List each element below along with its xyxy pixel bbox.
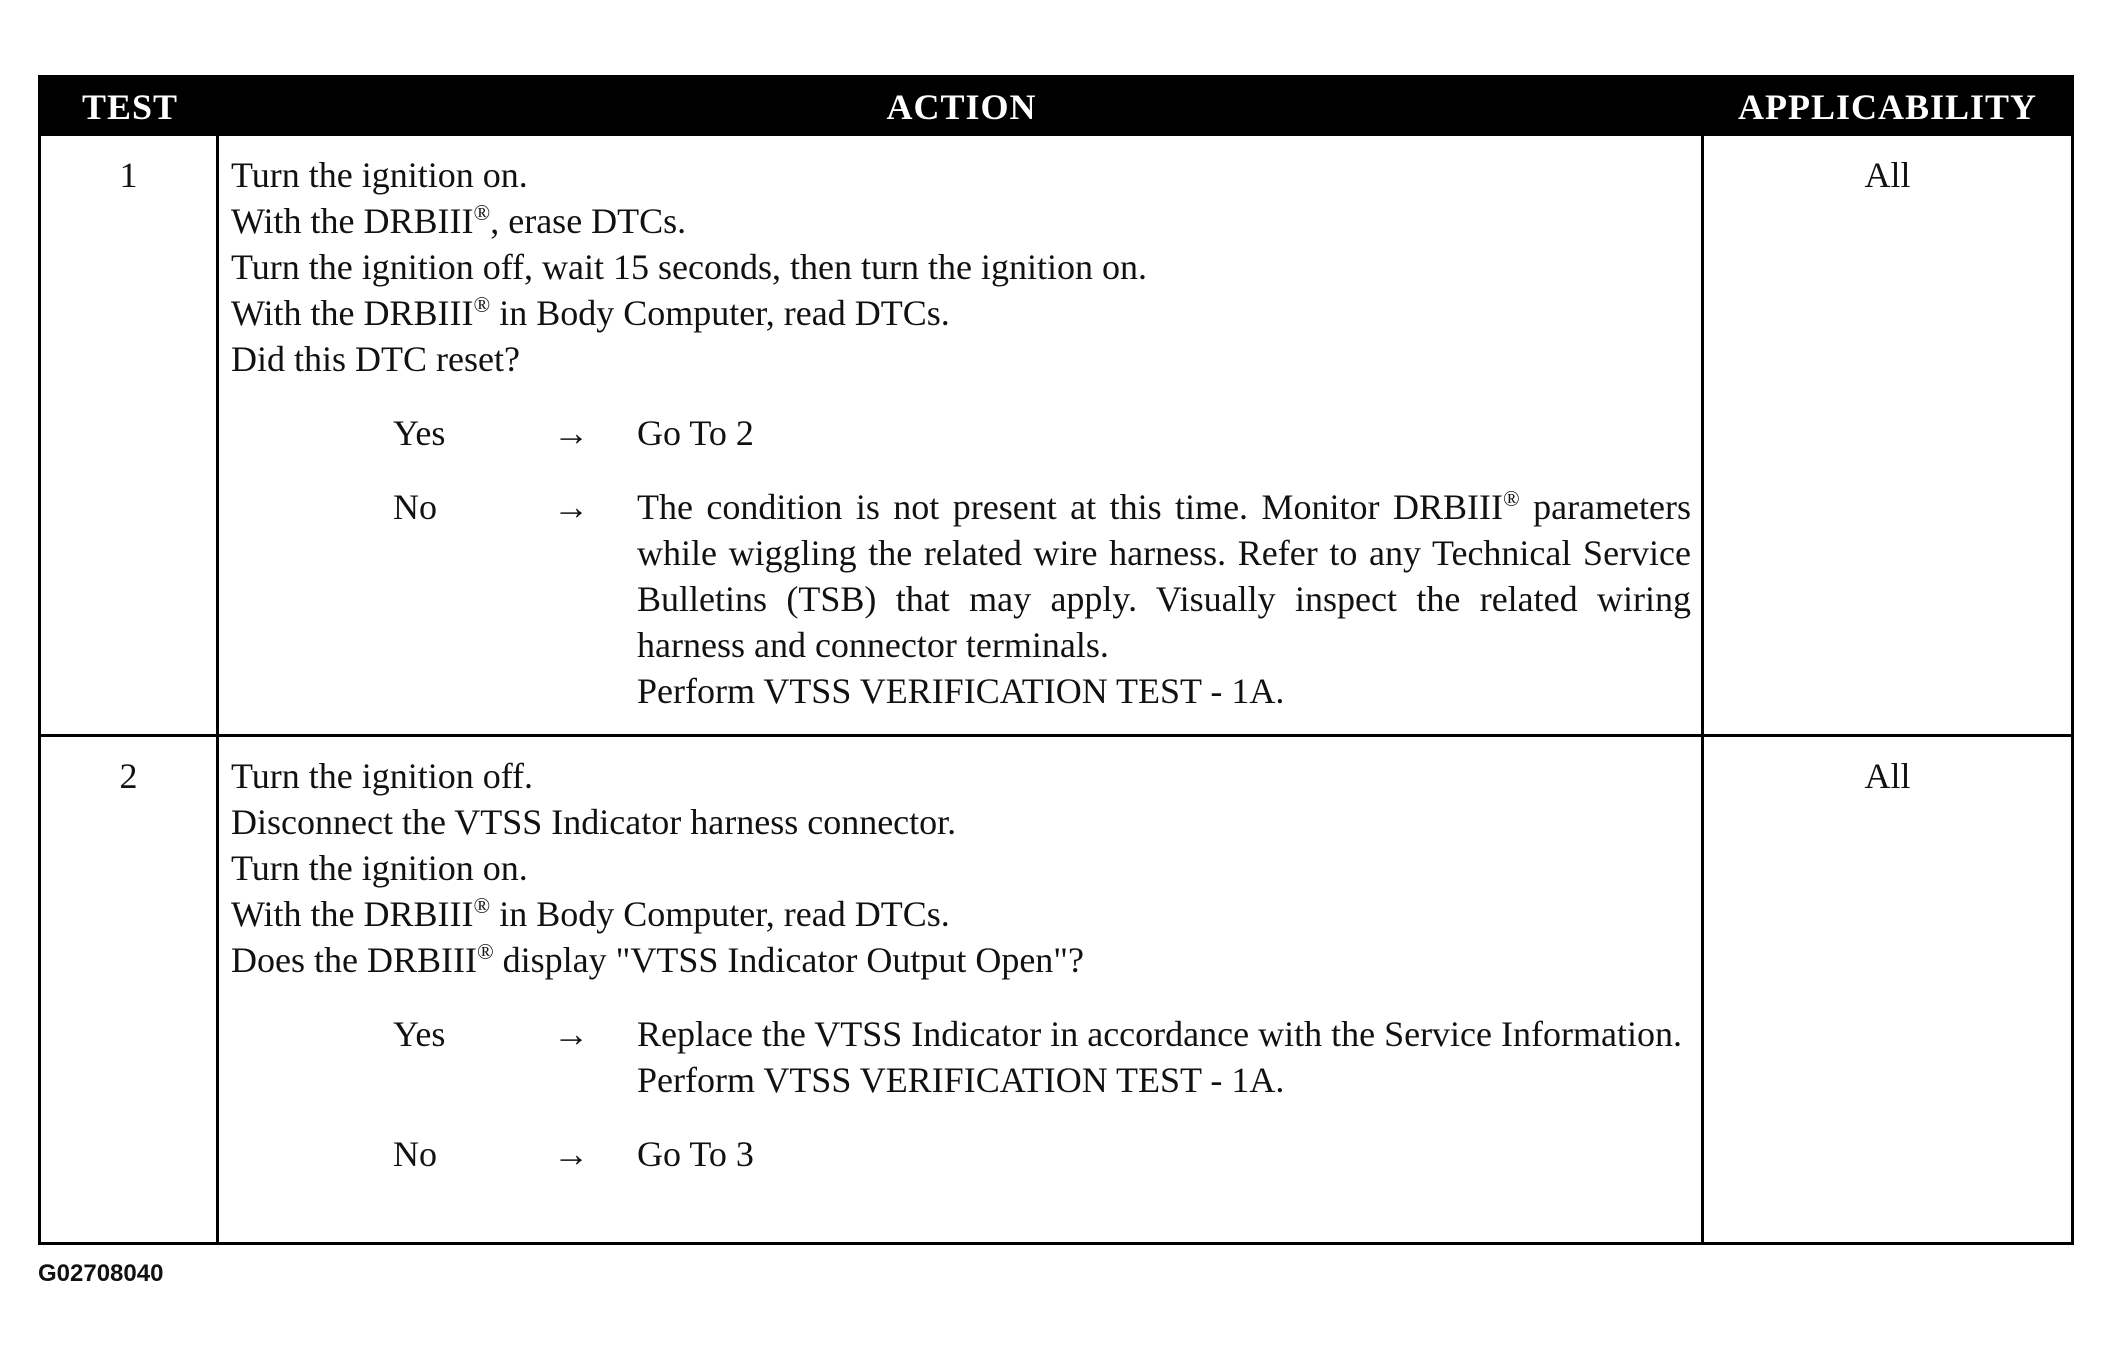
registered-mark: ® [473,200,491,225]
yes-result: Go To 2 [637,413,754,453]
applicability-value: All [1864,155,1911,195]
applicability-value: All [1864,756,1911,796]
yes-result-text: Replace the VTSS Indicator in accordance with the Service Information. [637,1014,1682,1054]
registered-mark: ® [473,893,491,918]
registered-mark: ® [1502,486,1520,511]
step-line: With the DRBIII®, erase DTCs. [231,200,687,241]
no-result: Go To 3 [637,1134,754,1174]
yes-label: Yes [393,413,446,453]
table-row [41,136,2071,734]
header-applicability: APPLICABILITY [1737,87,2038,127]
table-row [41,734,2071,1242]
yes-branch [231,410,1691,456]
registered-mark: ® [476,939,494,964]
yes-result [637,1011,1691,1103]
no-label: No [393,487,437,527]
no-branch [231,1131,1691,1177]
test-number: 2 [41,737,219,1242]
no-result-text: The condition is not present at this time. Monitor DRBIII® parameters while wiggling the related wire harness. Refer to any Technical Service Bulletins (TSB) that may apply. Visually inspect the related wiring harness and connector terminals. [637,486,1692,665]
test-number: 1 [41,136,219,734]
no-label: No [393,1134,437,1174]
figure-code: G02708040 [38,1260,164,1287]
yes-branch [231,1011,1691,1103]
step-line: Did this DTC reset? [231,339,520,379]
header-test: TEST [81,87,179,127]
arrow-icon: → [553,1014,589,1054]
step-line: With the DRBIII® in Body Computer, read DTCs. [231,292,950,333]
no-result-verification: Perform VTSS VERIFICATION TEST - 1A. [637,671,1285,711]
arrow-icon: → [553,1134,589,1174]
step-line: With the DRBIII® in Body Computer, read DTCs. [231,893,950,934]
header-action: ACTION [886,87,1037,127]
step-line: Does the DRBIII® display "VTSS Indicator Output Open"? [231,939,1084,980]
no-branch [231,484,1691,714]
step-line: Turn the ignition on. [231,848,528,888]
diagnostic-test-table [38,75,2074,1245]
action-cell [219,737,1704,1242]
step-line: Turn the ignition off. [231,756,534,796]
step-line: Disconnect the VTSS Indicator harness connector. [231,802,957,842]
step-line: Turn the ignition off, wait 15 seconds, then turn the ignition on. [231,247,1147,287]
no-result [637,484,1691,714]
yes-label: Yes [393,1014,446,1054]
action-cell [219,136,1704,734]
yes-result-verification: Perform VTSS VERIFICATION TEST - 1A. [637,1060,1285,1100]
arrow-icon: → [553,413,589,453]
step-line: Turn the ignition on. [231,155,528,195]
arrow-icon: → [553,487,589,527]
registered-mark: ® [473,292,491,317]
table-header [41,78,2071,136]
